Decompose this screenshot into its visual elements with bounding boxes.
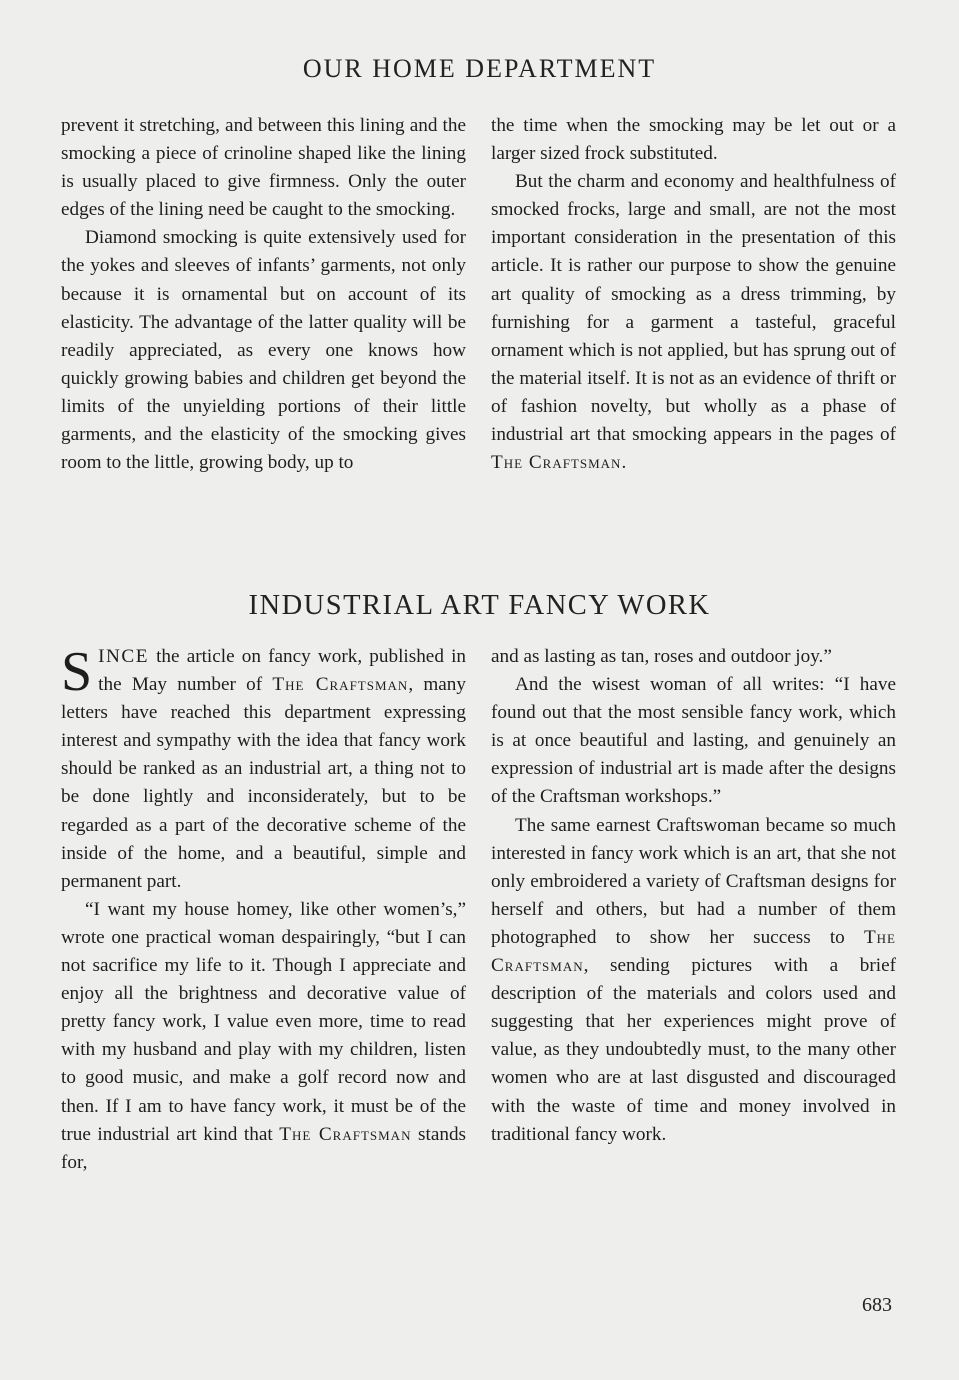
running-head: OUR HOME DEPARTMENT bbox=[302, 54, 657, 83]
top-column-right bbox=[491, 112, 896, 477]
paragraph: Diamond smocking is quite extensively used for the yokes and sleeves of infants’ garments, not only because it is ornamental but on account of its elasticity. The advantage of the latter quality will be readily appreciated, as every one knows how quickly growing babies and children get beyond the limits of the unyielding portions of their little garments, and the elasticity of the smocking gives room to the little, growing body, up to bbox=[61, 227, 466, 474]
drop-cap: S bbox=[61, 641, 93, 703]
first-word: INCE bbox=[98, 646, 149, 667]
paragraph: And the wisest woman of all writes: “I have found out that the most sensible fancy work, which is at once beautiful and lasting, and genuinely an expression of industrial art is made after the designs of the Craftsman workshops.” bbox=[491, 674, 896, 808]
article-title: INDUSTRIAL ART FANCY WORK bbox=[248, 590, 711, 621]
magazine-name: The Craftsman. bbox=[491, 452, 628, 474]
magazine-name: The Craftsman bbox=[491, 926, 896, 977]
paragraph: “I want my house homey, like other women’s,” wrote one practical woman despairingly, “but I can not sacrifice my life to it. Though I appreciate and enjoy all the brightness and decorative value of pretty fancy work, I value even more, time to read with my husband and play with my children, listen to good music, and make a golf record now and then. If I am to have fancy work, it must be of the true industrial art kind that The Craftsman stands for, bbox=[61, 898, 466, 1173]
article-column-left bbox=[61, 643, 466, 1177]
paragraph: The same earnest Craftswoman became so much interested in fancy work which is an art, that she not only embroidered a variety of Craftsman designs for herself and others, but had a number of them photographed to show her success to The Craftsman, sending pictures with a brief description of the materials and colors used and suggesting that her experiences might prove of value, as they undoubtedly must, to the many other women who are at last disgusted and discouraged with the waste of time and money involved in traditional fancy work. bbox=[491, 814, 896, 1145]
magazine-name: The Craftsman bbox=[272, 674, 409, 696]
paragraph: the time when the smocking may be let out or a larger sized frock substituted. bbox=[491, 115, 896, 165]
article-column-right bbox=[491, 643, 896, 1149]
paragraph: SINCE the article on fancy work, published in the May number of The Craftsman, many letters have reached this department expressing interest and sympathy with the idea that fancy work should be ranked as an industrial art, a thing not to be done lightly and inconsiderately, but to be regarded as a part of the decorative scheme of the inside of the home, and a beautiful, simple and permanent part. bbox=[61, 641, 466, 892]
page-number: 683 bbox=[862, 1294, 892, 1316]
paragraph: But the charm and economy and healthfulness of smocked frocks, large and small, are not the most important consideration in the presentation of this article. It is rather our purpose to show the genuine art quality of smocking as a dress trimming, by furnishing for a garment a tasteful, graceful ornament which is not applied, but has sprung out of the material itself. It is not as an evidence of thrift or of fashion novelty, but wholly as a phase of industrial art that smocking appears in the pages of The Craftsman. bbox=[491, 171, 896, 474]
paragraph: prevent it stretching, and between this lining and the smocking a piece of crinoline shaped like the lining is usually placed to give firmness. Only the outer edges of the lining need be caught to the smocking. bbox=[61, 115, 466, 221]
paragraph: and as lasting as tan, roses and outdoor joy.” bbox=[491, 646, 832, 667]
magazine-name: The Craftsman bbox=[279, 1123, 412, 1145]
top-column-left bbox=[61, 112, 466, 477]
